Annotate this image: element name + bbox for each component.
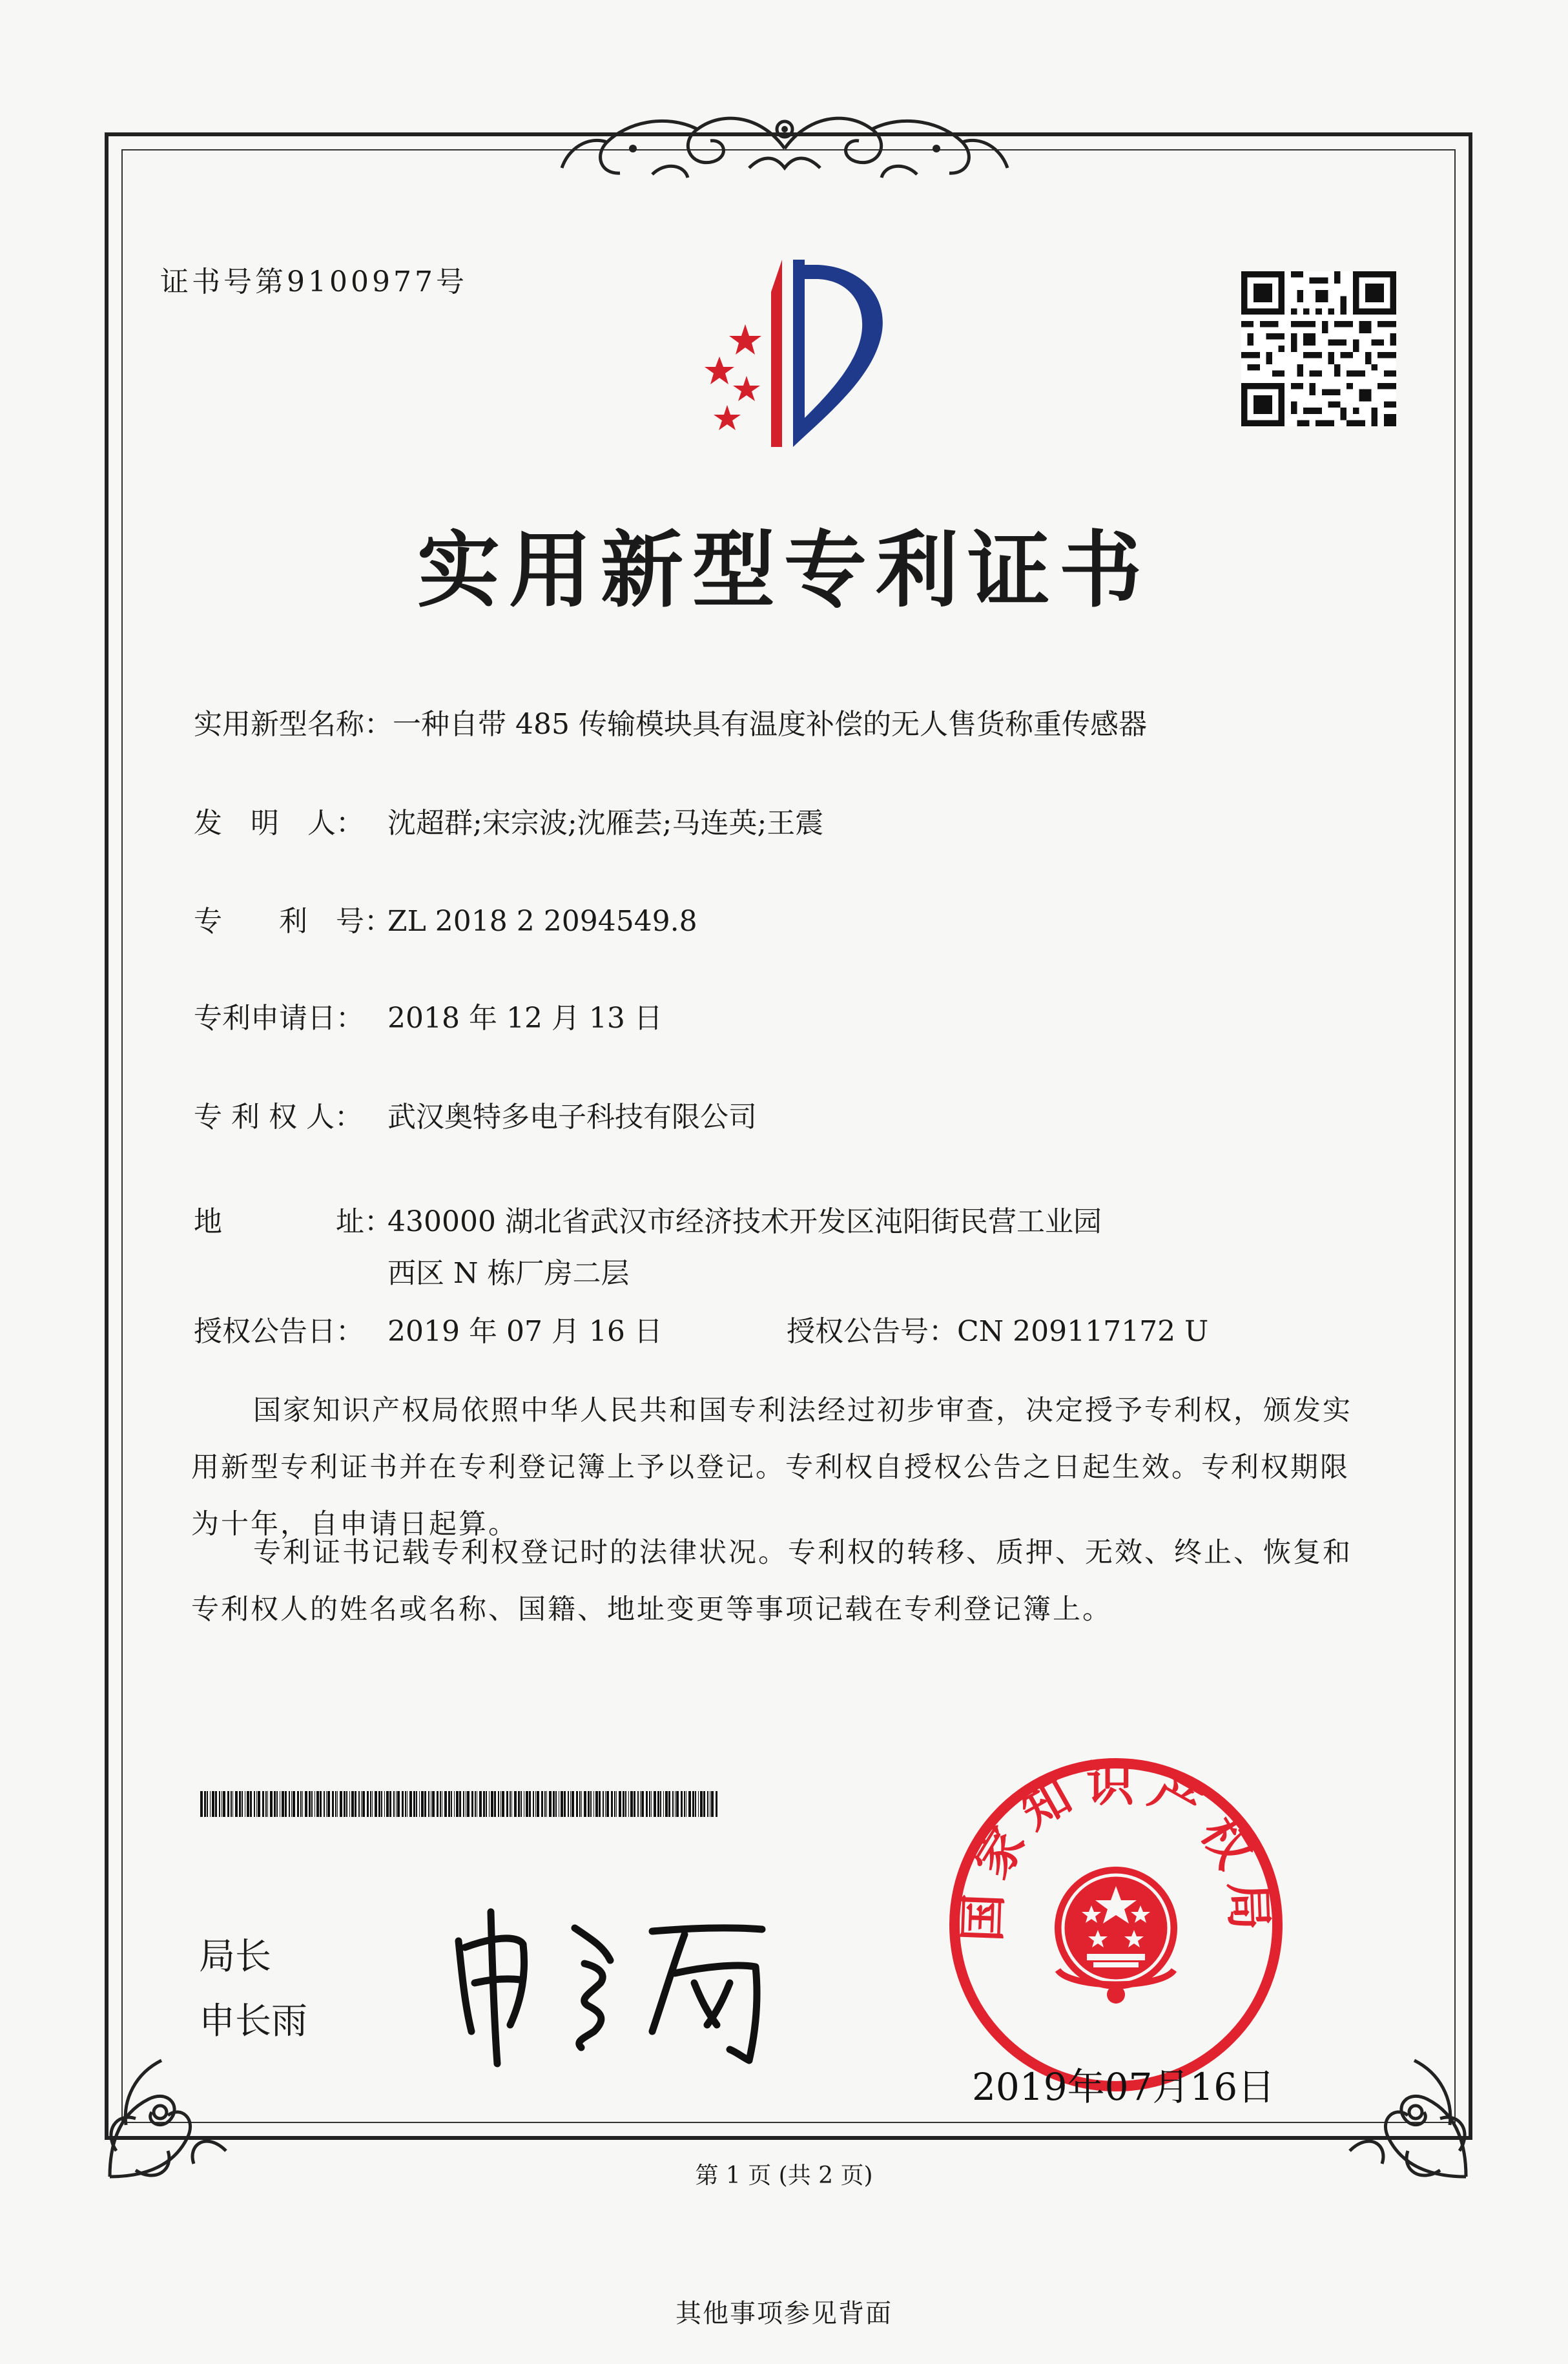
- qr-code: [1241, 271, 1396, 426]
- field-label: 实用新型名称：: [194, 708, 393, 741]
- certificate-number: 证书号第9100977号: [160, 265, 468, 298]
- director-name: 申长雨: [199, 2000, 307, 2042]
- field-label: 授权公告日：: [194, 1315, 364, 1348]
- official-seal: [948, 1757, 1284, 2093]
- field-value: CN 209117172 U: [957, 1315, 1209, 1348]
- field-label: 专 利 权 人：: [194, 1101, 363, 1134]
- cnipa-logo-icon: [669, 253, 908, 466]
- field-value: ZL 2018 2 2094549.8: [387, 905, 697, 938]
- field-value: 2018 年 12 月 13 日: [387, 1002, 663, 1035]
- field-address-line2: 西区 N 栋厂房二层: [387, 1257, 630, 1290]
- field-label: 发 明 人：: [194, 807, 364, 840]
- field-patent-number: [194, 898, 697, 939]
- field-label: 专利申请日：: [194, 1002, 364, 1035]
- field-patentee: [194, 1094, 757, 1135]
- field-address: [194, 1198, 1102, 1239]
- field-label: 授权公告号：: [787, 1315, 957, 1348]
- national-emblem-icon: [1055, 1867, 1177, 2004]
- field-value: 武汉奥特多电子科技有限公司: [387, 1101, 757, 1134]
- director-title: 局长: [199, 1936, 271, 1978]
- back-note: 其他事项参见背面: [676, 2299, 892, 2328]
- document-title: 实用新型专利证书: [417, 522, 1151, 619]
- legal-status-paragraph: 专利证书记载专利权登记时的法律状况。专利权的转移、质押、无效、终止、恢复和专利权人的姓名或名称、国籍、地址变更等事项记载在专利登记簿上。: [191, 1537, 1352, 1626]
- seal-date: 2019年07月16日: [972, 2065, 1275, 2109]
- field-grant-number: [787, 1308, 1208, 1349]
- field-label: 专 利 号：: [194, 905, 393, 938]
- field-filing-date: [194, 995, 663, 1036]
- field-utility-model-name: [194, 701, 1147, 742]
- top-ornament: [555, 103, 1014, 187]
- page-number: 第 1 页 (共 2 页): [695, 2162, 873, 2189]
- barcode: [200, 1791, 720, 1817]
- grant-statement-paragraph: 国家知识产权局依照中华人民共和国专利法经过初步审查，决定授予专利权，颁发实用新型专利证书并在专利登记簿上予以登记。专利权自授权公告之日起生效。专利权期限为十年，自申请日起算。: [191, 1395, 1352, 1540]
- seal-text: 国家知识产权局: [954, 1757, 1277, 1943]
- field-label: 地 址：: [194, 1205, 393, 1238]
- field-value: 430000 湖北省武汉市经济技术开发区沌阳街民营工业园: [387, 1205, 1102, 1238]
- field-value: 一种自带 485 传输模块具有温度补偿的无人售货称重传感器: [393, 708, 1147, 741]
- field-value: 沈超群;宋宗波;沈雁芸;马连英;王震: [387, 807, 824, 840]
- field-inventors: [194, 800, 823, 841]
- handwritten-signature: [446, 1902, 807, 2070]
- field-value: 2019 年 07 月 16 日: [387, 1315, 663, 1348]
- field-grant-date: [194, 1308, 663, 1349]
